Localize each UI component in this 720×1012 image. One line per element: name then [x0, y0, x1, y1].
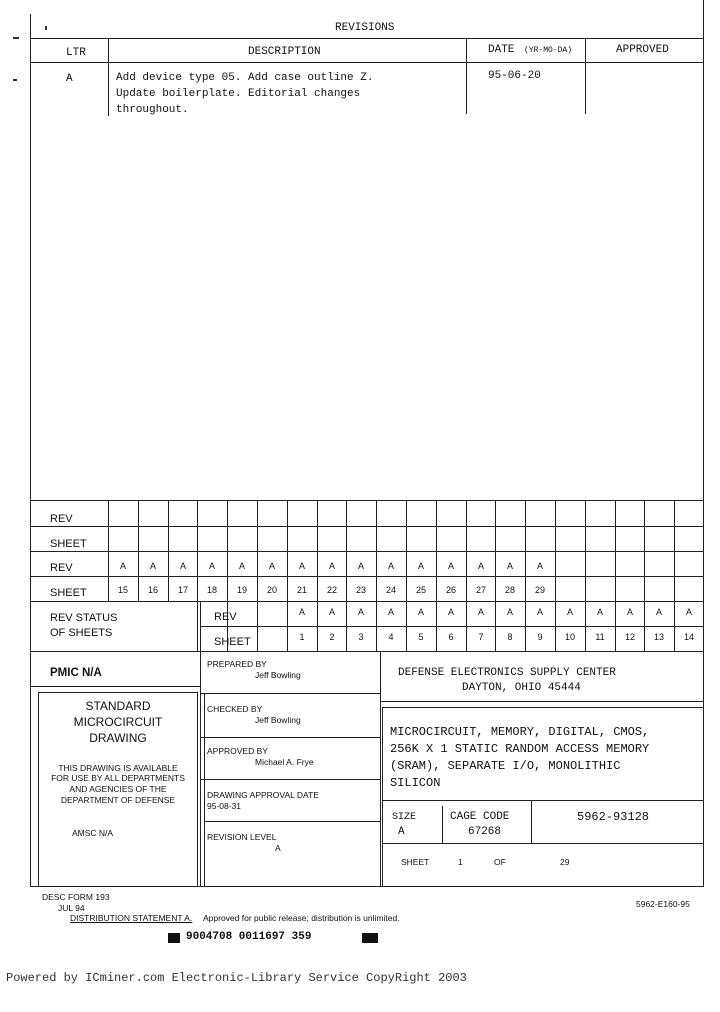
- approved-by: Michael A. Frye: [255, 757, 314, 767]
- amsc: AMSC N/A: [72, 828, 114, 838]
- barcode-block-right: [362, 933, 378, 943]
- sheet-cell: 23: [355, 585, 366, 595]
- row1-rev-label: REV: [50, 513, 73, 525]
- description-header: DESCRIPTION: [248, 46, 321, 58]
- revision-ltr: A: [66, 73, 73, 85]
- revisions-title: REVISIONS: [335, 22, 395, 34]
- sheet-cell: 18: [206, 585, 217, 595]
- status-sheet-label: SHEET: [214, 636, 251, 648]
- sheet-cell: 16: [147, 585, 158, 595]
- revision-description-line: Update boilerplate. Editorial changes: [116, 88, 361, 100]
- status-rev-cell: A: [417, 607, 424, 617]
- status-sheet-cell: 13: [653, 632, 664, 642]
- status-sheet-cell: 3: [358, 632, 364, 642]
- status-sheet-cell: 11: [595, 632, 605, 642]
- distribution-label: DISTRIBUTION STATEMENT A.: [70, 913, 193, 923]
- size-value: A: [398, 826, 405, 838]
- status-rev-cell: A: [447, 607, 454, 617]
- barcode-block-left: [168, 933, 180, 943]
- status-sheet-cell: 9: [537, 632, 543, 642]
- sheet-cell: 29: [534, 585, 545, 595]
- status-rev-cell: A: [506, 607, 513, 617]
- status-rev-cell: A: [357, 607, 364, 617]
- form-number: DESC FORM 193: [42, 892, 110, 902]
- status-rev-cell: A: [566, 607, 573, 617]
- rev-cell: A: [536, 561, 543, 571]
- rev-cell: A: [179, 561, 186, 571]
- ltr-header: LTR: [66, 47, 86, 59]
- status-rev-label: REV: [214, 611, 237, 623]
- agency-city: DAYTON, OHIO 45444: [462, 682, 581, 694]
- status-sheet-cell: 10: [564, 632, 575, 642]
- rev-cell: A: [328, 561, 335, 571]
- standard-line: MICROCIRCUIT: [73, 715, 163, 729]
- status-sheet-cell: 2: [329, 632, 335, 642]
- status-rev-cell: A: [626, 607, 633, 617]
- sheet-cell: 21: [296, 585, 307, 595]
- revision-description-line: Add device type 05. Add case outline Z.: [116, 72, 374, 84]
- of-label: OF: [494, 857, 506, 867]
- checked-by-label: CHECKED BY: [207, 704, 263, 714]
- rev-cell: A: [447, 561, 454, 571]
- date-format-header: (YR-MO-DA): [524, 46, 573, 55]
- grid-line: [674, 500, 675, 601]
- prepared-by: Jeff Bowling: [255, 670, 301, 680]
- approved-by-label: APPROVED BY: [207, 746, 268, 756]
- grid-line: [615, 500, 616, 601]
- grid-line: [585, 500, 586, 601]
- sheet-cell: 20: [266, 585, 277, 595]
- status-sheet-cell: 14: [683, 632, 694, 642]
- rev-status-label: REV STATUS: [50, 612, 118, 624]
- status-sheet-cell: 5: [418, 632, 424, 642]
- status-sheet-cell: 4: [388, 632, 394, 642]
- size-label: SIZE: [392, 812, 417, 823]
- distribution-text: Approved for public release; distribution is unlimited.: [203, 913, 400, 923]
- checked-by: Jeff Bowling: [255, 715, 301, 725]
- sheet-cell: 24: [385, 585, 396, 595]
- status-sheet-cell: 7: [478, 632, 484, 642]
- rev-cell: A: [268, 561, 275, 571]
- cage-label: CAGE CODE: [450, 811, 510, 823]
- date-header: DATE: [488, 44, 515, 56]
- sheet-cell: 19: [236, 585, 247, 595]
- form-code: 5962-E160-95: [636, 899, 690, 909]
- grid-line: [555, 500, 556, 601]
- rev-cell: A: [208, 561, 215, 571]
- scan-mark: [13, 79, 17, 81]
- approval-date: 95-08-31: [207, 801, 242, 811]
- agency-name: DEFENSE ELECTRONICS SUPPLY CENTER: [398, 667, 616, 679]
- revision-description-line: throughout.: [116, 104, 189, 116]
- revision-date: 95-06-20: [488, 70, 541, 82]
- sheet-cell: 25: [415, 585, 426, 595]
- sheet-label: SHEET: [401, 857, 430, 867]
- right-border: [703, 0, 704, 887]
- cage-value: 67268: [468, 826, 502, 838]
- sheet-cell: 27: [475, 585, 486, 595]
- left-border: [30, 14, 31, 887]
- status-rev-cell: A: [536, 607, 543, 617]
- sheet-cell: 15: [117, 585, 128, 595]
- status-rev-cell: A: [328, 607, 335, 617]
- grid-line: [644, 500, 645, 601]
- rev-cell: A: [417, 561, 424, 571]
- standard-line: STANDARD: [85, 699, 151, 713]
- of-sheets-label: OF SHEETS: [50, 627, 113, 639]
- pmic: PMIC N/A: [50, 667, 102, 679]
- rev-cell: A: [477, 561, 484, 571]
- revision-level-label: REVISION LEVEL: [207, 832, 277, 842]
- availability-line: FOR USE BY ALL DEPARTMENTS: [51, 773, 185, 783]
- availability-line: AND AGENCIES OF THE: [69, 784, 167, 794]
- row1-sheet-label: SHEET: [50, 538, 87, 550]
- scan-mark: [13, 37, 19, 39]
- rev-cell: A: [357, 561, 364, 571]
- standard-line: DRAWING: [89, 731, 147, 745]
- rev-cell: A: [387, 561, 394, 571]
- status-rev-cell: A: [596, 607, 603, 617]
- sheet-cell: 22: [326, 585, 337, 595]
- rev-cell: A: [238, 561, 245, 571]
- prepared-by-label: PREPARED BY: [207, 659, 267, 669]
- approval-date-label: DRAWING APPROVAL DATE: [207, 790, 319, 800]
- rev-cell: A: [298, 561, 305, 571]
- form-date: JUL 94: [58, 903, 85, 913]
- title-line: SILICON: [390, 776, 441, 790]
- revision-level: A: [275, 843, 281, 853]
- sheet-cell: 26: [445, 585, 456, 595]
- status-rev-cell: A: [477, 607, 484, 617]
- availability-line: DEPARTMENT OF DEFENSE: [60, 795, 176, 805]
- sheet-cell: 17: [177, 585, 188, 595]
- status-sheet-cell: 1: [299, 632, 305, 642]
- title-line: MICROCIRCUIT, MEMORY, DIGITAL, CMOS,: [390, 725, 650, 739]
- title-line: 256K X 1 STATIC RANDOM ACCESS MEMORY: [390, 742, 650, 756]
- status-sheet-cell: 8: [507, 632, 513, 642]
- rev-cell: A: [506, 561, 513, 571]
- grid-line: [257, 601, 258, 651]
- status-rev-cell: A: [298, 607, 305, 617]
- powered-by: Powered by ICminer.com Electronic-Library Service CopyRight 2003: [6, 971, 467, 985]
- rev-cell: A: [149, 561, 156, 571]
- approved-header: APPROVED: [616, 44, 669, 56]
- grid-line: [197, 601, 198, 651]
- bottom-border: [30, 886, 704, 887]
- status-rev-cell: A: [387, 607, 394, 617]
- sheet-number: 1: [458, 857, 463, 867]
- scan-mark: [45, 26, 47, 30]
- status-rev-cell: A: [685, 607, 692, 617]
- title-line: (SRAM), SEPARATE I/O, MONOLITHIC: [390, 759, 621, 773]
- status-sheet-cell: 12: [624, 632, 635, 642]
- sheet-cell: 28: [504, 585, 515, 595]
- status-sheet-cell: 6: [448, 632, 454, 642]
- drawing-number: 5962-93128: [577, 810, 650, 824]
- rev-cell: A: [119, 561, 126, 571]
- row2-rev-label: REV: [50, 562, 73, 574]
- availability-line: THIS DRAWING IS AVAILABLE: [58, 763, 178, 773]
- status-rev-cell: A: [655, 607, 662, 617]
- sheet-total: 29: [560, 857, 570, 867]
- barcode-text: 9004708 0011697 359: [186, 931, 312, 943]
- row2-sheet-label: SHEET: [50, 587, 87, 599]
